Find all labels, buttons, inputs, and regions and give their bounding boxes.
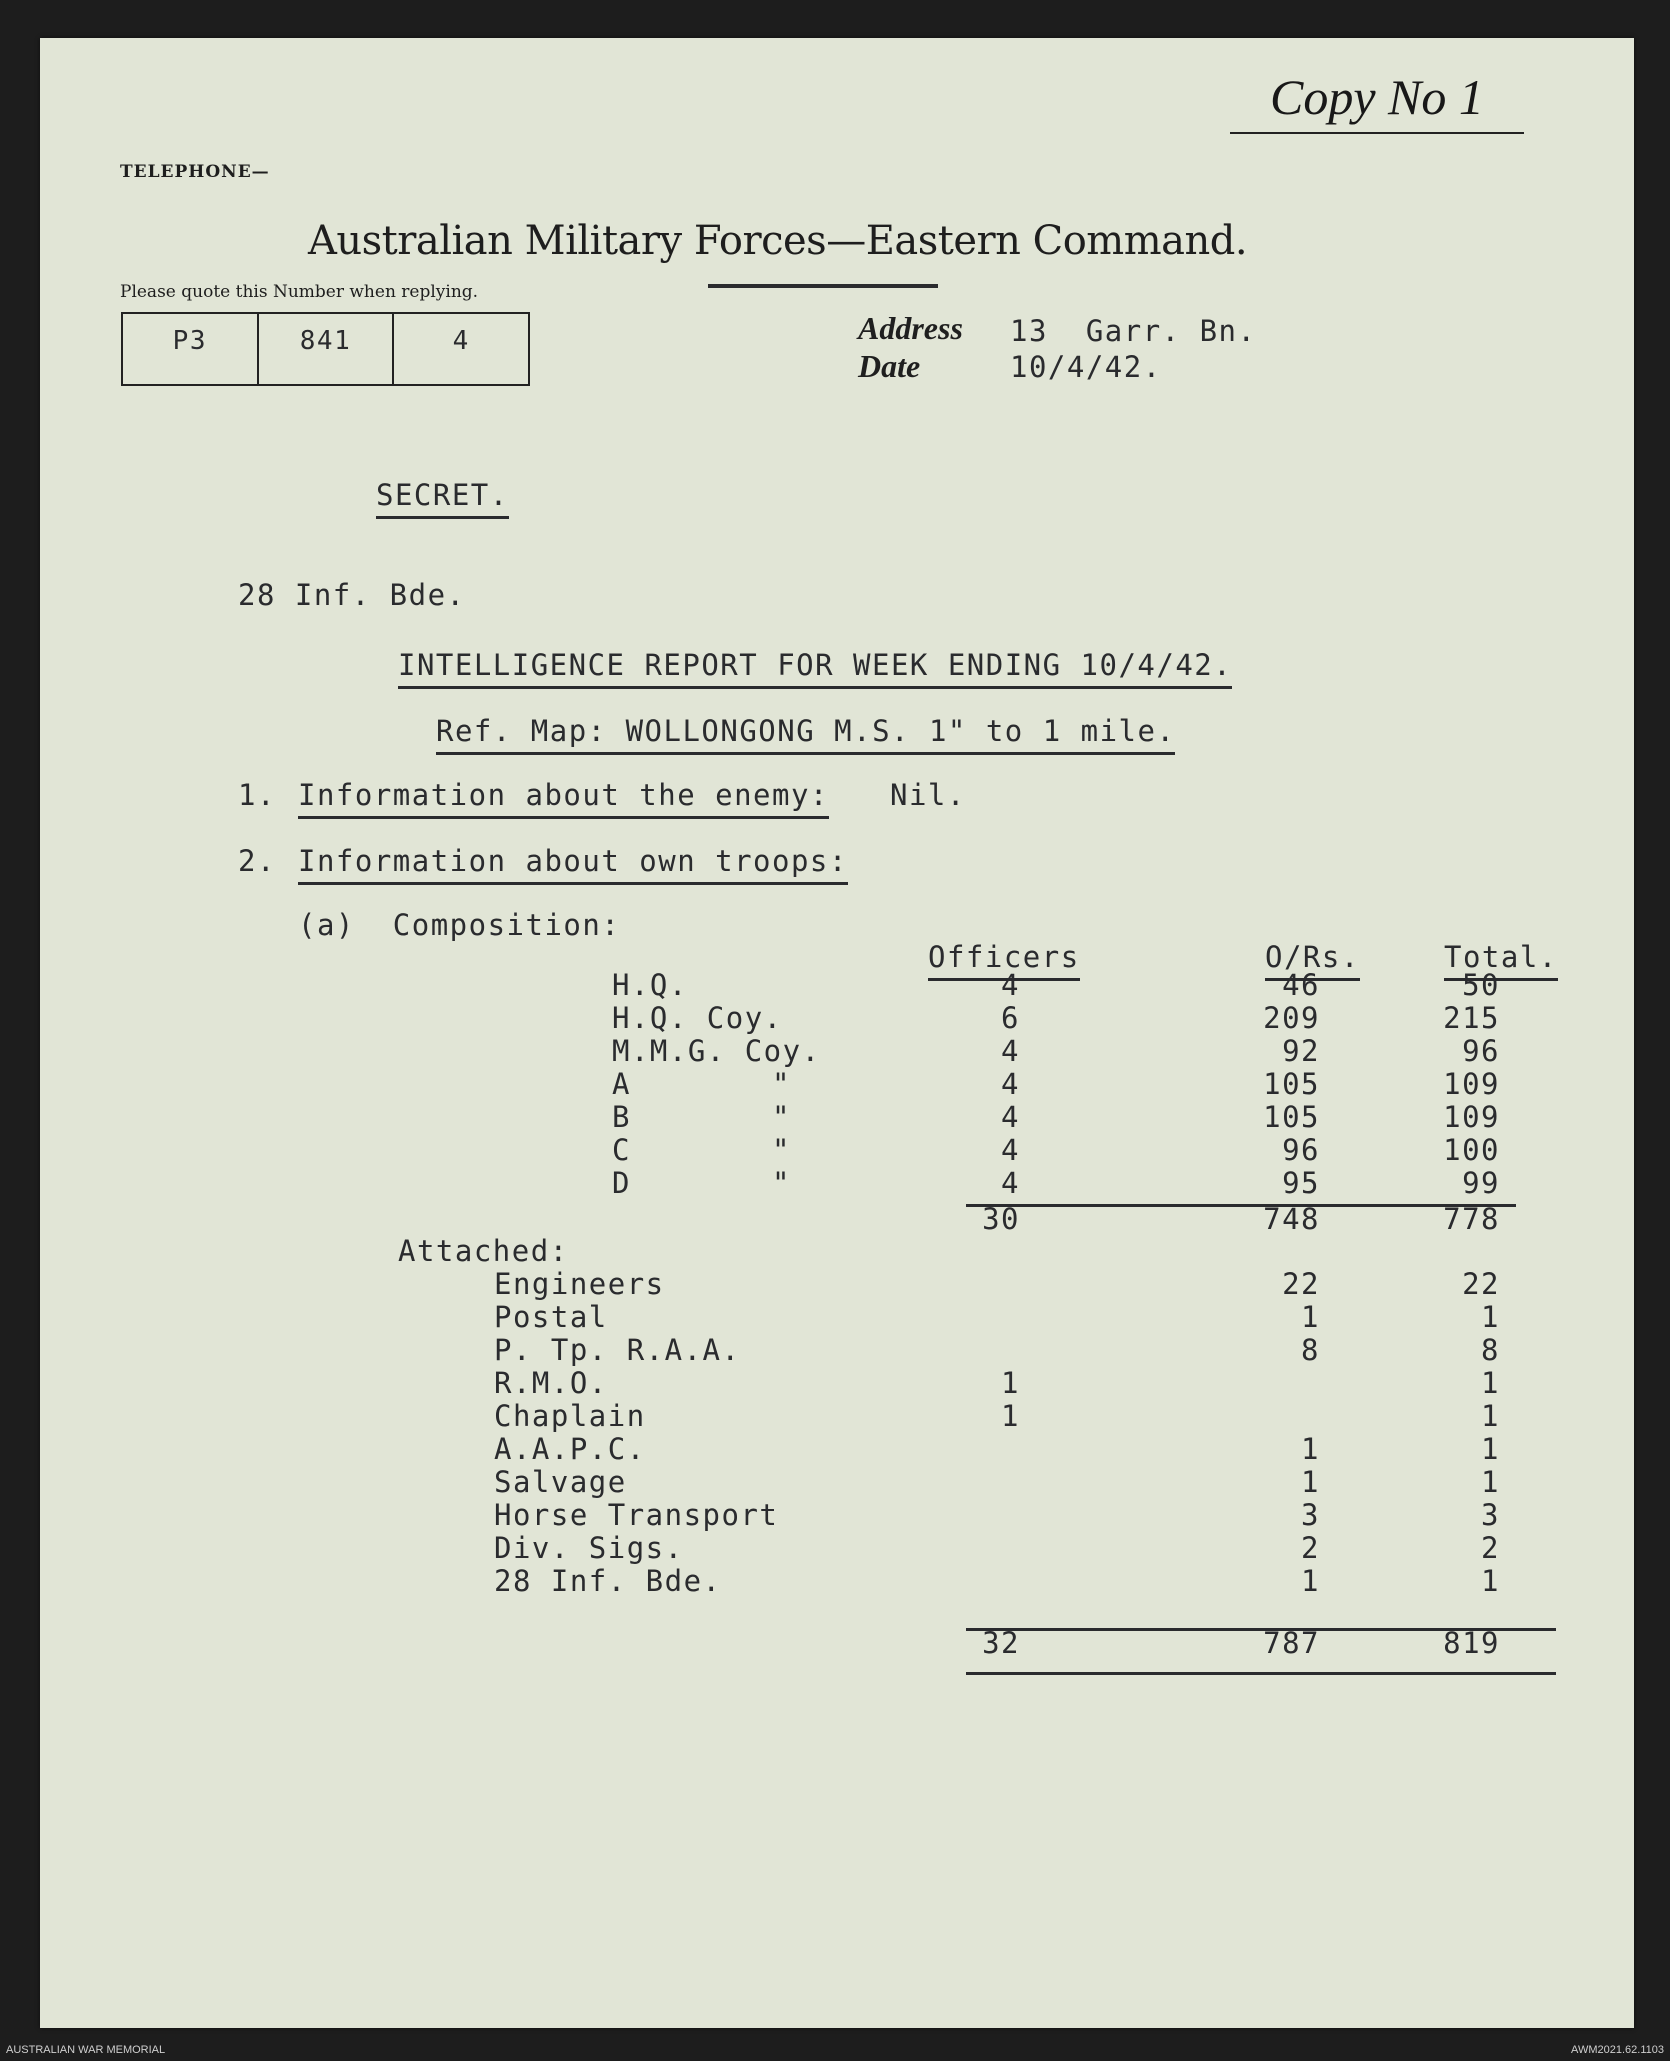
- total-value: 1: [1481, 1564, 1500, 1598]
- footer-accession-number: AWM2021.62.1103: [1571, 2044, 1664, 2056]
- quote-note: Please quote this Number when replying.: [120, 282, 479, 302]
- section-1-value: Nil.: [890, 778, 966, 812]
- ditto-mark: ": [772, 1067, 791, 1101]
- subtotal-ors: 748: [1263, 1202, 1320, 1236]
- total-value: 1: [1481, 1432, 1500, 1466]
- ditto-mark: ": [772, 1133, 791, 1167]
- total-value: 1: [1481, 1465, 1500, 1499]
- ors-value: 92: [1282, 1034, 1320, 1068]
- grand-total-bottom-rule: [966, 1672, 1556, 1675]
- total-value: 99: [1462, 1166, 1500, 1200]
- total-value: 8: [1481, 1333, 1500, 1367]
- ors-value: 1: [1301, 1300, 1320, 1334]
- total-value: 3: [1481, 1498, 1500, 1532]
- total-value: 2: [1481, 1531, 1500, 1565]
- unit-name: B: [612, 1100, 631, 1134]
- ors-value: 209: [1263, 1001, 1320, 1035]
- attached-name: Postal: [494, 1300, 608, 1334]
- ditto-mark: ": [772, 1100, 791, 1134]
- reference-number-box: [121, 312, 530, 386]
- officers-value: 4: [1001, 1166, 1020, 1200]
- ors-value: 1: [1301, 1432, 1320, 1466]
- total-value: 22: [1462, 1267, 1500, 1301]
- unit-name: H.Q. Coy.: [612, 1001, 783, 1035]
- header-officers: Officers: [928, 940, 1080, 981]
- footer-institution: AUSTRALIAN WAR MEMORIAL: [6, 2044, 166, 2056]
- ors-value: 96: [1282, 1133, 1320, 1167]
- ref-number-cell: 4: [452, 326, 470, 356]
- attached-name: Div. Sigs.: [494, 1531, 684, 1565]
- unit-name: D: [612, 1166, 631, 1200]
- attached-name: Engineers: [494, 1267, 665, 1301]
- date-value: 10/4/42.: [1010, 350, 1162, 384]
- ors-value: 1: [1301, 1564, 1320, 1598]
- date-label: Date: [858, 348, 921, 384]
- officers-value: 4: [1001, 1100, 1020, 1134]
- total-value: 1: [1481, 1300, 1500, 1334]
- total-value: 1: [1481, 1399, 1500, 1433]
- total-value: 96: [1462, 1034, 1500, 1068]
- header-ors: O/Rs.: [1265, 940, 1360, 981]
- grand-total-officers: 32: [982, 1626, 1020, 1660]
- unit-name: C: [612, 1133, 631, 1167]
- officers-value: 4: [1001, 968, 1020, 1002]
- total-value: 50: [1462, 968, 1500, 1002]
- officers-value: 1: [1001, 1366, 1020, 1400]
- attached-label: Attached:: [398, 1234, 569, 1268]
- total-value: 109: [1443, 1067, 1500, 1101]
- officers-value: 4: [1001, 1034, 1020, 1068]
- classification-secret: SECRET.: [376, 478, 509, 519]
- subsection-a: (a) Composition:: [298, 908, 621, 942]
- ors-value: 105: [1263, 1067, 1320, 1101]
- ors-value: 3: [1301, 1498, 1320, 1532]
- attached-name: R.M.O.: [494, 1366, 608, 1400]
- grand-total-total: 819: [1443, 1626, 1500, 1660]
- recipient: 28 Inf. Bde.: [238, 578, 466, 612]
- subtotal-total: 778: [1443, 1202, 1500, 1236]
- attached-name: Horse Transport: [494, 1498, 779, 1532]
- officers-value: 4: [1001, 1133, 1020, 1167]
- address-value: 13 Garr. Bn.: [1010, 314, 1257, 348]
- section-2-heading: Information about own troops:: [298, 844, 848, 885]
- ors-value: 1: [1301, 1465, 1320, 1499]
- ors-value: 105: [1263, 1100, 1320, 1134]
- section-1-number: 1.: [238, 778, 276, 812]
- title-underline: [708, 284, 938, 288]
- ref-number-cell: P3: [123, 314, 259, 384]
- attached-name: P. Tp. R.A.A.: [494, 1333, 741, 1367]
- total-value: 1: [1481, 1366, 1500, 1400]
- attached-name: Salvage: [494, 1465, 627, 1499]
- subtotal-officers: 30: [982, 1202, 1020, 1236]
- map-reference: Ref. Map: WOLLONGONG M.S. 1" to 1 mile.: [436, 714, 1175, 755]
- copy-number-annotation: Copy No 1: [1230, 68, 1524, 134]
- officers-value: 1: [1001, 1399, 1020, 1433]
- document-page: [40, 38, 1634, 2028]
- total-value: 109: [1443, 1100, 1500, 1134]
- ditto-mark: ": [772, 1166, 791, 1200]
- attached-name: Chaplain: [494, 1399, 646, 1433]
- attached-name: A.A.P.C.: [494, 1432, 646, 1466]
- unit-name: H.Q.: [612, 968, 688, 1002]
- section-1-heading: Information about the enemy:: [298, 778, 829, 819]
- ors-value: 95: [1282, 1166, 1320, 1200]
- ors-value: 2: [1301, 1531, 1320, 1565]
- address-label: Address: [858, 310, 963, 346]
- officers-value: 6: [1001, 1001, 1020, 1035]
- ors-value: 8: [1301, 1333, 1320, 1367]
- report-title: INTELLIGENCE REPORT FOR WEEK ENDING 10/4/42.: [398, 648, 1232, 689]
- ref-number-cell: 841: [259, 314, 395, 384]
- total-value: 100: [1443, 1133, 1500, 1167]
- ors-value: 46: [1282, 968, 1320, 1002]
- header-total: Total.: [1444, 940, 1558, 981]
- section-2-number: 2.: [238, 844, 276, 878]
- unit-name: M.M.G. Coy.: [612, 1034, 821, 1068]
- grand-total-ors: 787: [1263, 1626, 1320, 1660]
- ors-value: 22: [1282, 1267, 1320, 1301]
- letterhead-title: Australian Military Forces—Eastern Command.: [308, 218, 1248, 264]
- attached-name: 28 Inf. Bde.: [494, 1564, 722, 1598]
- unit-name: A: [612, 1067, 631, 1101]
- telephone-label: TELEPHONE—: [120, 162, 270, 182]
- total-value: 215: [1443, 1001, 1500, 1035]
- officers-value: 4: [1001, 1067, 1020, 1101]
